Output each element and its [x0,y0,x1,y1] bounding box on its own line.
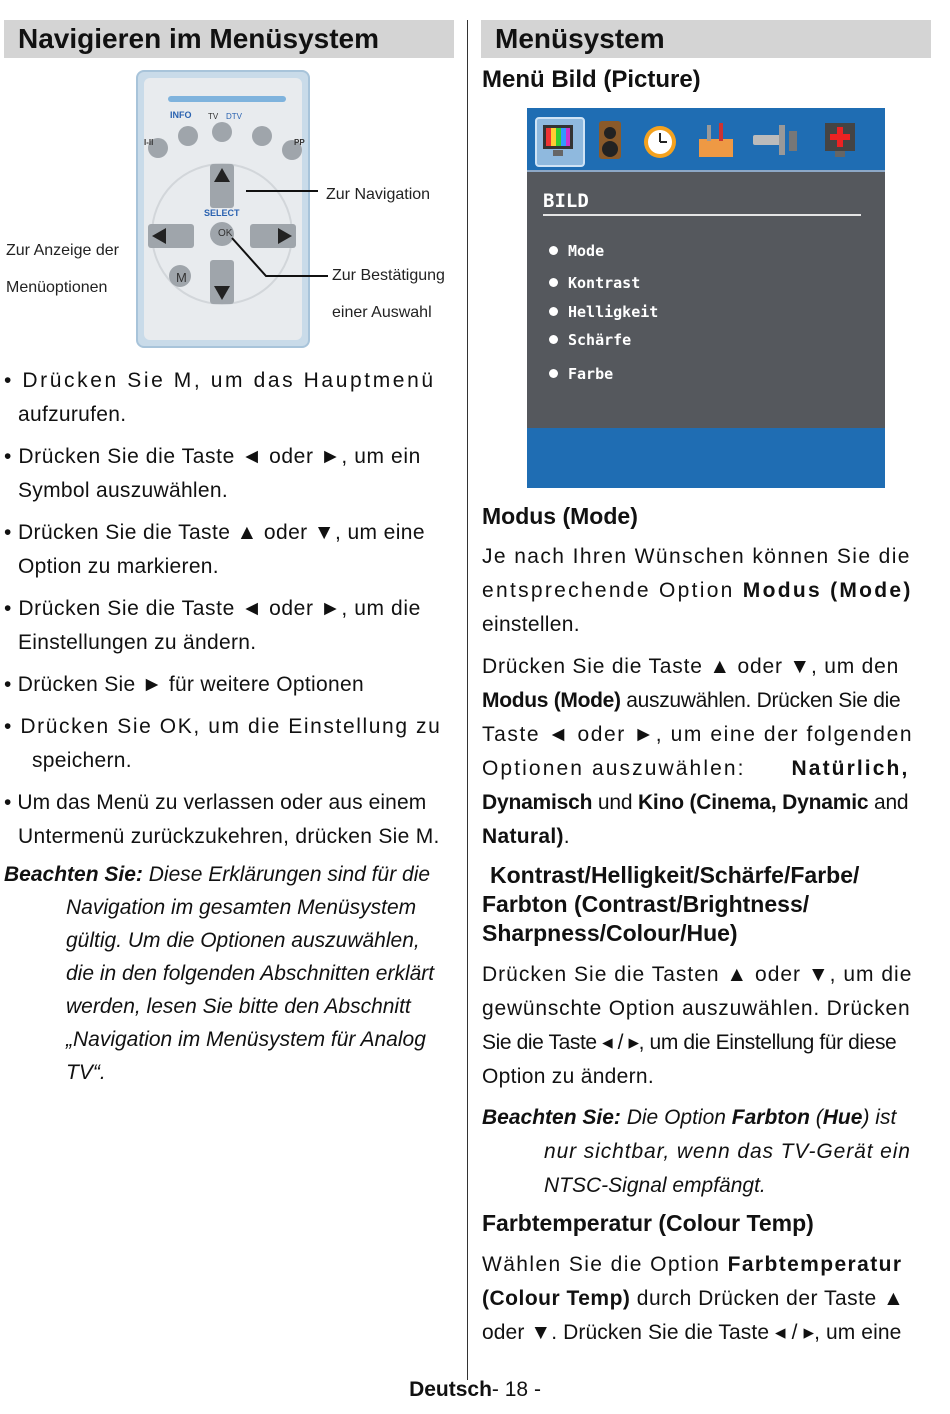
text-fragment: Wählen Sie die Option [482,1253,728,1276]
text-line [482,574,932,608]
note-line: TV“. [66,1061,106,1084]
text-fragment: Hue [822,1106,863,1129]
text-fragment: Farbton [731,1106,810,1129]
info-label: INFO [170,110,192,120]
text-fragment: ( [809,1106,823,1129]
text-fragment: durch Drücken der Taste ▲ [630,1287,905,1310]
note-line: Navigation im gesamten Menüsystem [66,896,417,919]
text-line: Sie die Taste ◂ / ▸, um die Einstellung für diese [482,1031,897,1054]
tv-menu-rule [543,214,861,216]
install-cross-icon [817,117,863,163]
source-connectors-icon [749,117,795,163]
page-footer [0,1378,950,1402]
text-line [482,1282,932,1316]
m-button-label: M [176,270,187,285]
note-line: nur sichtbar, wenn das TV-Gerät ein [544,1140,911,1163]
note-line: werden, lesen Sie bitte den Abschnitt [66,995,411,1018]
timer-icon [637,117,683,163]
text-fragment: Natürlich, [791,757,910,780]
note-line: die in den folgenden Abschnitten erklärt [66,962,435,985]
text-fragment: (Colour Temp) [482,1287,631,1310]
mode-heading: Modus (Mode) [482,503,638,529]
text-line: Taste ◄ oder ►, um eine der folgenden [482,723,914,746]
text-fragment: entsprechende Option [482,579,743,602]
text-line: Drücken Sie die Tasten ▲ oder ▼, um die [482,963,913,986]
note-first-line [4,863,430,886]
text-line [482,684,932,718]
heading-line: Sharpness/Colour/Hue) [482,920,738,946]
text-fragment: Farbtemperatur [727,1253,903,1276]
annotation-navigation: Zur Navigation [326,186,431,203]
pp-label: PP [294,138,305,147]
text-fragment: Optionen auszuwählen: [482,757,754,780]
text-line: einstellen. [482,613,580,636]
tv-menu-screenshot [527,108,885,488]
annotation-show-options-1: Zur Anzeige der [6,242,119,259]
footer-language: Deutsch [409,1378,492,1401]
tv-menu-item-colour[interactable]: Farbe [549,365,613,383]
note-first-text: Diese Erklärungen sind für die [148,863,431,886]
bullet-line: speichern. [32,749,132,772]
text-line: oder ▼. Drücken Sie die Taste ◂ / ▸, um eine [482,1321,902,1344]
heading-line: Kontrast/Helligkeit/Schärfe/Farbe/ [490,862,860,888]
bullet-line: Symbol auszuwählen. [18,479,228,502]
tv-menu-heading: BILD [543,190,589,212]
bullet-line: Einstellungen zu ändern. [18,631,257,654]
ok-button-label: OK [218,228,233,239]
heading-line: Farbton (Contrast/Brightness/ [482,891,810,917]
bullet-line: • Drücken Sie die Taste ◄ oder ►, um ein [4,445,421,468]
text-fragment: Kino (Cinema, Dynamic [637,791,869,814]
text-line [482,786,932,820]
bullet-line: • Drücken Sie OK, um die Einstellung zu [4,715,442,738]
remote-control-illustration [136,70,310,348]
bullet-line: • Drücken Sie die Taste ▲ oder ▼, um eine [4,521,425,544]
instruction-list [4,364,454,854]
tv-icon-bar [527,108,885,172]
tv-menu-item-contrast[interactable]: Kontrast [549,274,640,292]
left-note [4,858,454,1089]
colour-temp-heading: Farbtemperatur (Colour Temp) [482,1210,814,1236]
hue-note [482,1101,932,1203]
text-fragment: Die Option [620,1106,732,1129]
text-line [482,752,932,786]
text-line [482,820,932,854]
bullet-line: Option zu markieren. [18,555,219,578]
text-line: Drücken Sie die Taste ▲ oder ▼, um den [482,655,900,678]
text-line [482,1248,932,1282]
note-first-line [482,1101,932,1135]
bullet-line: aufzurufen. [18,403,127,426]
column-divider [467,20,468,1380]
text-fragment: and [868,791,909,814]
text-fragment: auszuwählen. Drücken Sie die [620,689,901,712]
picture-menu-title: Menü Bild (Picture) [482,66,701,93]
text-fragment: und [592,791,638,814]
tv-menu-footer-bar [527,428,885,488]
note-line: gültig. Um die Optionen auszuwählen, [66,929,420,952]
dtv-label: DTV [226,112,242,121]
select-label: SELECT [204,208,240,218]
bullet-line: • Um das Menü zu verlassen oder aus einem [4,791,427,814]
i-ii-label: I-II [144,138,154,147]
tv-menu-item-sharpness[interactable]: Schärfe [549,331,631,349]
contrast-paragraph [482,958,932,1094]
colour-temp-paragraph [482,1248,932,1350]
confirm-pointer-line [230,236,330,282]
note-label: Beachten Sie: [4,863,143,886]
annotation-confirm-2: einer Auswahl [332,304,432,321]
mode-paragraph-2 [482,650,932,854]
text-fragment: . [563,825,570,848]
note-line: „Navigation im Menüsystem für Analog [66,1028,426,1051]
tv-menu-item-brightness[interactable]: Helligkeit [549,303,658,321]
annotation-show-options-2: Menüoptionen [6,279,108,296]
bullet-line: • Drücken Sie M, um das Hauptmenü [4,369,436,392]
text-line: Je nach Ihren Wünschen können Sie die [482,545,911,568]
text-fragment: Dynamisch [482,791,593,814]
picture-icon [535,117,585,167]
note-label: Beachten Sie: [482,1106,621,1129]
text-line: gewünschte Option auszuwählen. Drücken [482,997,911,1020]
contrast-heading [482,861,932,948]
nav-pointer-line [246,190,318,192]
bullet-line: Untermenü zurückzukehren, drücken Sie M. [18,825,440,848]
settings-toolbox-icon [693,117,739,163]
note-line: NTSC-Signal empfängt. [544,1174,766,1197]
text-fragment: Modus (Mode) [482,689,621,712]
right-section-header: Menüsystem [481,20,931,58]
tv-menu-item-mode[interactable]: Mode [549,242,604,260]
annotation-confirm-1: Zur Bestätigung [332,267,445,284]
text-fragment: ) ist [862,1106,897,1129]
sound-icon [587,117,633,163]
bullet-line: • Drücken Sie ► für weitere Optionen [4,673,364,696]
text-fragment: Natural) [482,825,564,848]
tv-label: TV [208,112,219,121]
bullet-line: • Drücken Sie die Taste ◄ oder ►, um die [4,597,421,620]
mode-paragraph-1 [482,540,932,642]
page-number: - 18 - [491,1378,541,1401]
text-fragment: Modus (Mode) [742,579,913,602]
left-section-header: Navigieren im Menüsystem [4,20,454,58]
text-line: Option zu ändern. [482,1065,655,1088]
